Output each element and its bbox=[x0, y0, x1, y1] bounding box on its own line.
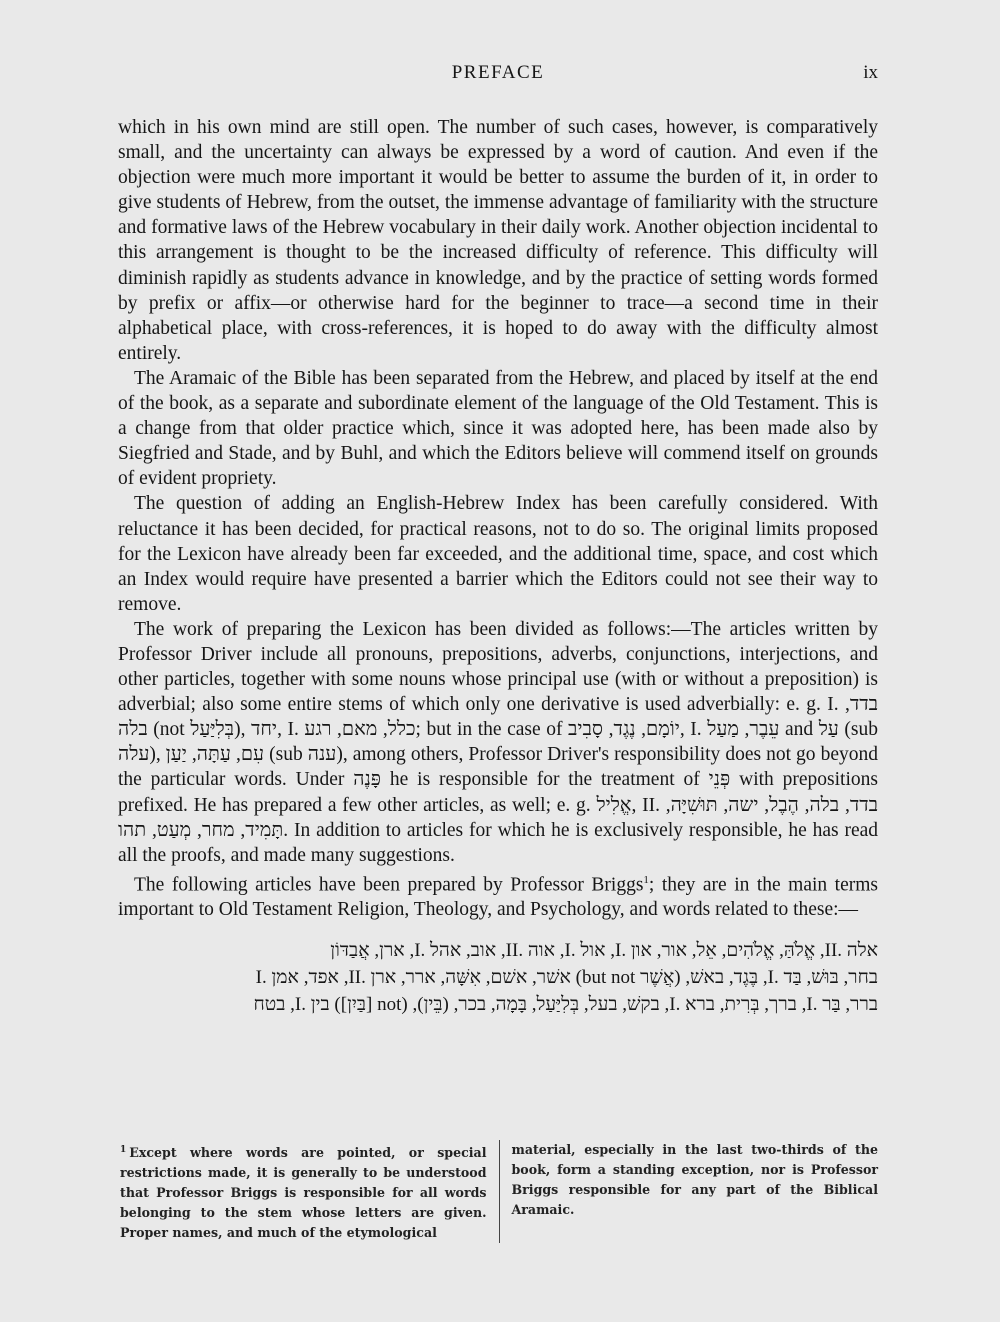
footnote-marker: 1 bbox=[120, 1145, 127, 1155]
page-number: ix bbox=[863, 62, 878, 83]
paragraph-aramaic: The Aramaic of the Bible has been separated from the Hebrew, and placed by itself at the end of the book, as a separate and subordinate element of the language of the Old Testament. This is a change from that older practice which, since it was adopted here, has been made also by Siegfried and Stade, and by Buhl, and which the Editors believe will commend itself on grounds of evident propriety. bbox=[118, 367, 878, 490]
footnote-right-column bbox=[499, 1140, 879, 1243]
page-title: PREFACE bbox=[451, 62, 545, 83]
footnote-left-text: Except where words are pointed, or special restrictions made, it is generally to be understood that Professor Briggs is responsible for all words belonging to the stem whose letters are given. Proper names, and much of the etymological bbox=[120, 1145, 487, 1241]
footnote-reference: 1 bbox=[643, 873, 649, 886]
running-header bbox=[118, 62, 878, 88]
paragraph-index: The question of adding an English-Hebrew Index has been carefully considered. With reluctance it has been decided, for practical reasons, not to do so. The original limits proposed for the Lexicon have already been far exceeded, and the additional time, space, and cost which an Index would require have presented a barrier which the Editors could not see their way to remove. bbox=[118, 493, 878, 615]
briggs-tail: ; they are in the main terms important to Old Testament Religion, Theology, and Psychology, and words related to these:— bbox=[118, 874, 878, 921]
hebrew-word-list bbox=[118, 937, 878, 1018]
footnote-area bbox=[120, 1140, 878, 1243]
footnote-right-text: material, especially in the last two-thirds of the book, form a standing exception, nor is Professor Briggs responsible for any part of the Biblical Aramaic. bbox=[511, 1142, 878, 1217]
main-text bbox=[118, 115, 878, 1018]
hebrew-line-3: ברר, בַּר .I, ברך, בְּרִית, ברא .I, בקשׁ, בעל, בְּלִיַּעַל, בָּמָה, בכר, (בֵּין), (not [בַּיִן]) בין .I, בטח bbox=[253, 993, 878, 1015]
paragraph-driver: The work of preparing the Lexicon has been divided as follows:—The articles written by Professor Driver include all pronouns, prepositions, adverbs, conjunctions, interjections, and other particles, together with some nouns whose principal use (with or without a preposition) is adverbial; also some entire stems of which only one derivative is used adverbially: e. g. I. בדד, בלה (not בְּלִיַּעַל), יחד, I. כלל, מאם, רגע; but in the case of יוֹמָם, נֶגֶד, סָבִיב, I. עֵבֶר, מַעַל and עַל (sub עלה), עִם, עַתָּה, יַעַן (sub ענה), among others, Professor Driver's responsibility does not go beyond the particular words. Under פָּנֶה he is responsible for the treatment of פְּנֵי with prepositions prefixed. He has prepared a few other articles, as well; e. g. אֱלִיל, II. בדד, בלה, הֶבֶל, ישה, תּוּשִׁיָּה, תָּמִיד, מחר, מְעַט, תהו. In addition to articles for which he is exclusively responsible, he has read all the proofs, and made many suggestions. bbox=[118, 618, 879, 866]
paragraph-continuation: which in his own mind are still open. The number of such cases, however, is comparatively small, and the uncertainty can always be expressed by a word of caution. And even if the objection were much more important it would be better to assume the burden of it, in order to give students of Hebrew, from the outset, the immense advantage of familiarity with the structure and formative laws of the Hebrew vocabulary in their daily work. Another objection incidental to this arrangement is thought to be the increased difficulty of reference. This difficulty will diminish rapidly as students advance in knowledge, and by the practice of setting words formed by prefix or affix—or otherwise hard for the beginner to trace—a second time in their alphabetical place, with cross-references, it is hoped to do away with the difficulty almost entirely. bbox=[118, 117, 878, 364]
briggs-intro: The following articles have been prepared by Professor Briggs bbox=[134, 874, 644, 896]
hebrew-line-2: בחר, בּוּשׁ, בַּד .I, בֶּגֶד, באשׁ, (אֲשֶׁר but not) אשׁר, אשׁם, אִשָּׁה, ארר, ארן .II, אפד, אמן .I bbox=[255, 966, 878, 988]
paragraph-briggs bbox=[118, 868, 878, 923]
hebrew-line-1: אלה .II, אֱלֹהַּ, אֱלֹהִים, אֵל, אור, און .I, אול .I, אוה .II, אוב, אהל .I, ארן, אֲבַדּוֹן bbox=[330, 939, 878, 961]
footnote-left-column bbox=[120, 1140, 499, 1243]
